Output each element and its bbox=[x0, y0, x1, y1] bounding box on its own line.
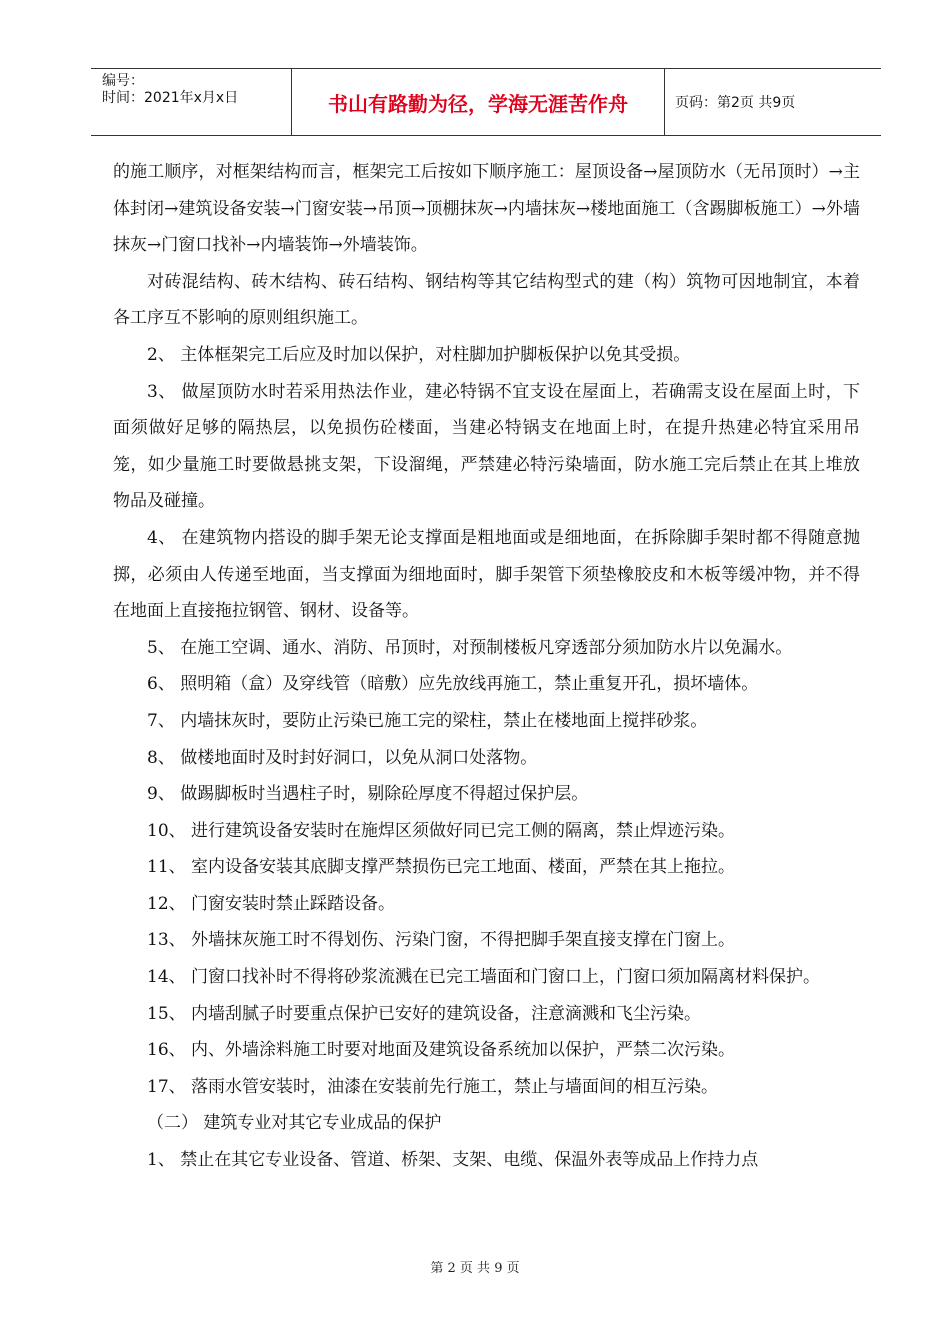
time-label: 时间：2021年x月x日 bbox=[102, 90, 239, 106]
list-item: 12、 门窗安装时禁止踩踏设备。 bbox=[147, 893, 396, 914]
list-item: 16、 内、外墙涂料施工时要对地面及建筑设备系统加以保护，严禁二次污染。 bbox=[147, 1040, 736, 1061]
list-item: 9、 做踢脚板时当遇柱子时，剔除砼厚度不得超过保护层。 bbox=[147, 784, 589, 805]
list-item: 7、 内墙抹灰时，要防止污染已施工完的梁柱，禁止在楼地面上搅拌砂浆。 bbox=[147, 710, 708, 731]
header-page-info: 页码：第2页 共9页 bbox=[675, 95, 796, 111]
list-item: 6、 照明箱（盒）及穿线管（暗敷）应先放线再施工，禁止重复开孔，损坏墙体。 bbox=[147, 674, 759, 695]
list-item: 10、 进行建筑设备安装时在施焊区须做好同已完工侧的隔离，禁止焊迹污染。 bbox=[147, 820, 736, 841]
document-body bbox=[113, 154, 860, 1179]
list-item: 8、 做楼地面时及时封好洞口，以免从洞口处落物。 bbox=[147, 747, 538, 768]
list-item: 5、 在施工空调、通水、消防、吊顶时，对预制楼板凡穿透部分须加防水片以免漏水。 bbox=[147, 637, 793, 658]
header-motto: 书山有路勤为径，学海无涯苦作舟 bbox=[292, 69, 665, 135]
list-item: 14、 门窗口找补时不得将砂浆流溅在已完工墙面和门窗口上，门窗口须加隔离材料保护。 bbox=[147, 967, 821, 988]
number-label: 编号： bbox=[102, 73, 144, 89]
page-header bbox=[91, 68, 881, 136]
header-meta bbox=[91, 69, 292, 135]
list-item: 1、 禁止在其它专业设备、管道、桥架、支架、电缆、保温外表等成品上作持力点 bbox=[147, 1150, 759, 1171]
list-item: 11、 室内设备安装其底脚支撑严禁损伤已完工地面、楼面，严禁在其上拖拉。 bbox=[147, 857, 736, 878]
list-item: 15、 内墙刮腻子时要重点保护已安好的建筑设备，注意滴溅和飞尘污染。 bbox=[147, 1003, 702, 1024]
list-item: 3、 做屋顶防水时若采用热法作业，建必特锅不宜支设在屋面上，若确需支设在屋面上时，下面须做好足够的隔热层，以免损伤砼楼面，当建必特锅支在地面上时，在提升热建必特宜采用吊笼，如少量施工时要做悬挑支架，下设溜绳，严禁建必特污染墙面，防水施工完后禁止在其上堆放物品及碰撞。 bbox=[113, 381, 860, 512]
page-footer: 第 2 页 共 9 页 bbox=[430, 1261, 520, 1276]
paragraph: 对砖混结构、砖木结构、砖石结构、钢结构等其它结构型式的建（构）筑物可因地制宜，本着各工序互不影响的原则组织施工。 bbox=[113, 271, 860, 329]
list-item: 4、 在建筑物内搭设的脚手架无论支撑面是粗地面或是细地面，在拆除脚手架时都不得随意抛掷，必须由人传递至地面，当支撑面为细地面时，脚手架管下须垫橡胶皮和木板等缓冲物，并不得在地面上直接拖拉钢管、钢材、设备等。 bbox=[113, 527, 860, 622]
list-item: 2、 主体框架完工后应及时加以保护，对柱脚加护脚板保护以免其受损。 bbox=[147, 344, 691, 365]
section-heading: （二） 建筑专业对其它专业成品的保护 bbox=[147, 1113, 442, 1134]
list-item: 13、 外墙抹灰施工时不得划伤、污染门窗，不得把脚手架直接支撑在门窗上。 bbox=[147, 930, 736, 951]
paragraph: 的施工顺序，对框架结构而言，框架完工后按如下顺序施工：屋顶设备→屋顶防水（无吊顶时）→主体封闭→建筑设备安装→门窗安装→吊顶→顶棚抹灰→内墙抹灰→楼地面施工（含踢脚板施工）→外墙抹灰→门窗口找补→内墙装饰→外墙装饰。 bbox=[113, 162, 860, 256]
list-item: 17、 落雨水管安装时，油漆在安装前先行施工，禁止与墙面间的相互污染。 bbox=[147, 1076, 719, 1097]
